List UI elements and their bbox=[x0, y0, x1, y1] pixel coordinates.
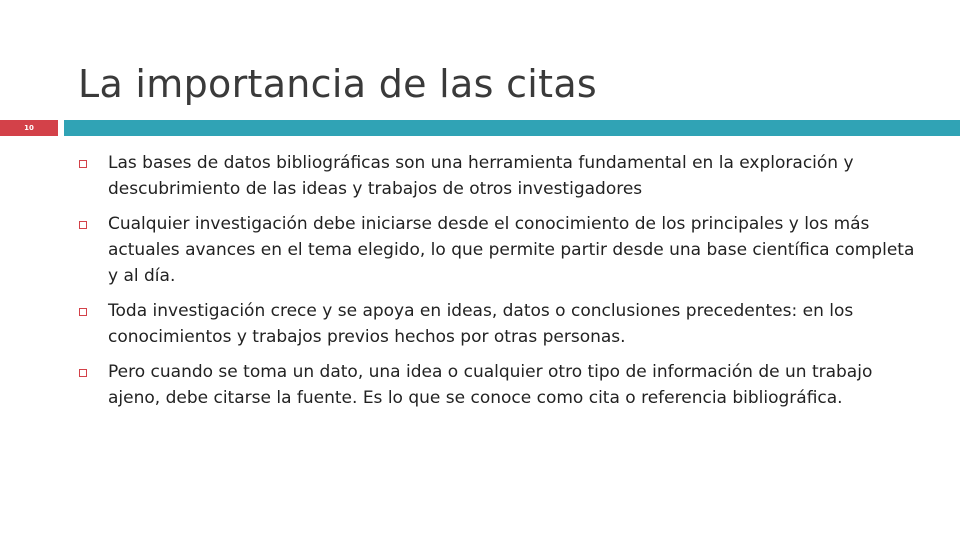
slide-title: La importancia de las citas bbox=[78, 62, 598, 106]
square-bullet-icon bbox=[79, 369, 87, 377]
slide-number: 10 bbox=[24, 124, 34, 132]
square-bullet-icon bbox=[79, 221, 87, 229]
bullet-text: Las bases de datos bibliográficas son una herramienta fundamental en la exploración y descubrimiento de las ideas y trabajos de otros investigadores bbox=[108, 153, 854, 199]
slide-number-box bbox=[0, 120, 58, 136]
accent-bar bbox=[64, 120, 960, 136]
bullet-text: Toda investigación crece y se apoya en ideas, datos o conclusiones precedentes: en los conocimientos y trabajos previos hechos por otras personas. bbox=[108, 301, 854, 347]
square-bullet-icon bbox=[79, 308, 87, 316]
bullet-text: Cualquier investigación debe iniciarse desde el conocimiento de los principales y los más actuales avances en el tema elegido, lo que permite partir desde una base científica completa y al día. bbox=[108, 214, 915, 286]
bullet-item bbox=[76, 359, 922, 411]
bullet-item bbox=[76, 298, 922, 350]
bullet-item bbox=[76, 150, 922, 202]
square-bullet-icon bbox=[79, 160, 87, 168]
bullet-text: Pero cuando se toma un dato, una idea o cualquier otro tipo de información de un trabajo ajeno, debe citarse la fuente. Es lo que se conoce como cita o referencia bibliográfica. bbox=[108, 362, 873, 408]
bullet-list bbox=[76, 150, 922, 420]
bullet-item bbox=[76, 211, 922, 289]
